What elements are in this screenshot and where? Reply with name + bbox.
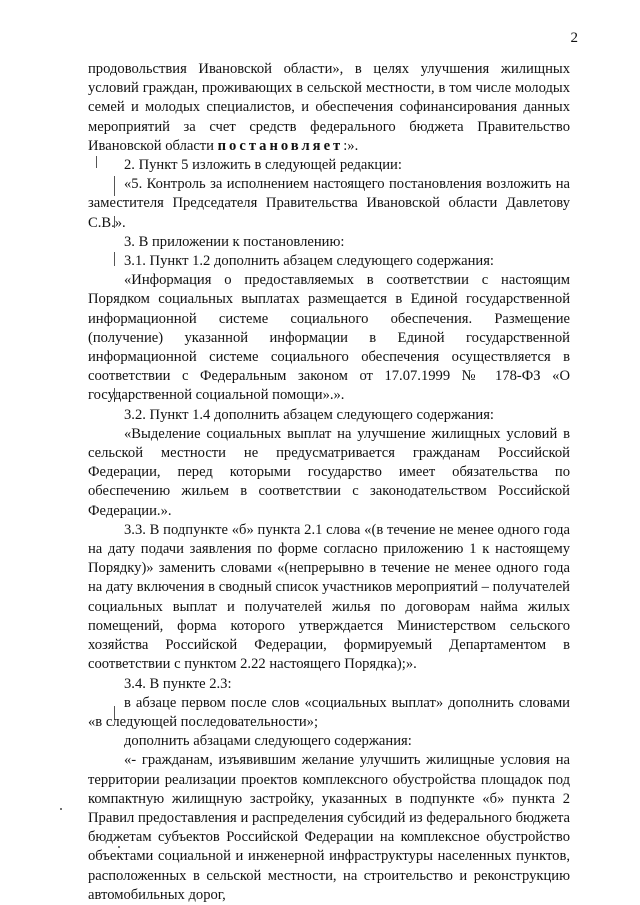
paragraph: 2. Пункт 5 изложить в следующей редакции:: [124, 157, 402, 174]
paragraph: «Выделение социальных выплат на улучшение жилищных условий в сельской местности не предусматривается гражданам Российской Федерации, перед которыми государство имеет обязательства по обеспечению жильем в соответствии с законодательством Российской Федерации.».: [88, 425, 570, 519]
paragraph: 3.3. В подпункте «б» пункта 2.1 слова «(в течение не менее одного года на дату подачи заявления по форме согласно приложению 1 к настоящему Порядку)» заменить словами «(непрерывно в течение не менее одного года на дату включения в сводный список участников мероприятий – получателей социальных выплат и получателей жилья по договорам найма жилых помещений, форма которого утверждается Министерством сельского хозяйства Российской Федерации, формируемый Департаментом в соответствии с пунктом 2.22 настоящего Порядка);».: [88, 521, 570, 673]
paragraph: 3. В приложении к постановлению:: [124, 233, 345, 250]
paragraph: «- гражданам, изъявившим желание улучшить жилищные условия на территории реализации проектов комплексного обустройства площадок под компактную жилищную застройку, указанных в подпункте «б» пункта 2 Правил предоставления и распределения субсидий из федерального бюджета бюджетам субъектов Российской Федерации на комплексное обустройство объектами социальной и инженерной инфраструктуры населенных пунктов, расположенных в сельской местности, на строительство и реконструкцию автомобильных дорог,: [88, 752, 570, 903]
paragraph: 3.1. Пункт 1.2 дополнить абзацем следующего содержания:: [124, 253, 494, 270]
emphasized-word: постановляет: [217, 137, 344, 154]
document-body: [88, 60, 570, 905]
paragraph: 3.4. В пункте 2.3:: [124, 675, 232, 692]
paragraph: 3.2. Пункт 1.4 дополнить абзацем следующего содержания:: [124, 406, 494, 423]
paragraph: дополнить абзацами следующего содержания:: [124, 733, 412, 750]
paragraph: в абзаце первом после слов «социальных выплат» дополнить словами «в следующей последовательности»;: [88, 694, 570, 730]
paragraph-intro: продовольствия Ивановской области», в целях улучшения жилищных условий граждан, проживающих в сельской местности, в том числе молодых семей и молодых специалистов, и обеспечения софинансирования данных мероприятий за счет средств федерального бюджета Правительство Ивановской области постановляет:».: [88, 61, 570, 154]
paragraph: «Информация о предоставляемых в соответствии с настоящим Порядком социальных выплатах размещается в Единой государственной информационной системе социального обеспечения. Размещение (получение) указанной информации в Единой государственной информационной системе социального обеспечения осуществляется в соответствии с Федеральным законом от 17.07.1999 № 178-ФЗ «О государственной социальной помощи».».: [88, 272, 570, 404]
scan-speck: [60, 808, 62, 810]
paragraph: «5. Контроль за исполнением настоящего постановления возложить на заместителя Председателя Правительства Ивановской области Давлетову С.В.».: [88, 176, 570, 231]
page-number: 2: [570, 30, 578, 46]
